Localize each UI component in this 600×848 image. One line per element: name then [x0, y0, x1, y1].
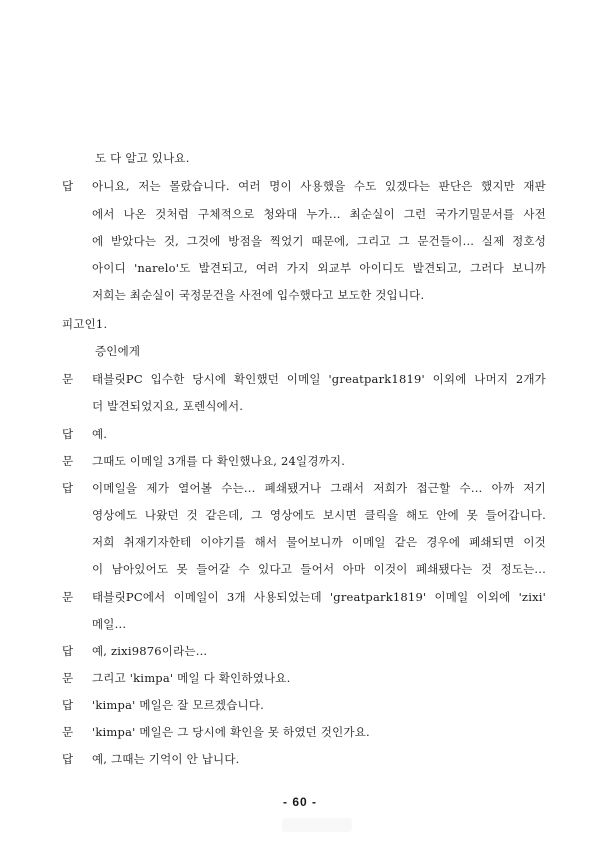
speaker-answer: 답: [62, 644, 74, 658]
answer-line: 저희 취재기자한테 이야기를 해서 물어보니까 이메일 같은 경우에 폐쇄되면 이것: [92, 535, 546, 549]
question-line: 'kimpa' 메일은 그 당시에 확인을 못 하였던 것인가요.: [92, 725, 370, 739]
speaker-question: 문: [62, 725, 74, 739]
speaker-question: 문: [62, 671, 74, 685]
answer-line: 영상에도 나왔던 것 같은데, 그 영상에도 보시면 클릭을 해도 안에 못 들어갑니다.: [92, 508, 546, 522]
section-heading: 피고인1.: [62, 317, 108, 331]
speaker-question: 문: [62, 372, 74, 386]
page-number: - 60 -: [282, 795, 317, 809]
continuation-line: 도 다 알고 있나요.: [95, 151, 190, 165]
answer-line: 이메일을 제가 열어볼 수는... 폐쇄됐거나 그래서 저희가 접근할 수... 아까 저기: [92, 481, 546, 495]
question-line: 메일...: [92, 617, 127, 631]
question-line: 그리고 'kimpa' 메일 다 확인하였나요.: [92, 671, 291, 685]
question-line: 태블릿PC 입수한 당시에 확인했던 이메일 'greatpark1819' 이외에 나머지 2개가: [92, 372, 546, 386]
sub-heading: 증인에게: [95, 344, 141, 358]
answer-line: 에서 나온 것처럼 구체적으로 청와대 누가... 최순실이 그런 국가기밀문서를 사전: [92, 207, 546, 221]
question-line: 태블릿PC에서 이메일이 3개 사용되었는데 'greatpark1819' 이메일 이외에 'zixi': [92, 590, 546, 604]
speaker-question: 문: [62, 454, 74, 468]
answer-line: 에 받았다는 것, 그것에 방점을 찍었기 때문에, 그리고 그 문건들이... 실제 정호성: [92, 234, 546, 248]
question-line: 더 발견되었지요, 포렌식에서.: [92, 399, 244, 413]
speaker-answer: 답: [62, 179, 74, 193]
speaker-answer: 답: [62, 427, 74, 441]
faint-watermark: [282, 818, 352, 832]
answer-line: 예, zixi9876이라는...: [92, 644, 208, 658]
answer-line: 아이디 'narelo'도 발견되고, 여러 가지 외교부 아이디도 발견되고, 그러다 보니까: [92, 261, 546, 275]
answer-line: 아니요, 저는 몰랐습니다. 여러 명이 사용했을 수도 있겠다는 판단은 했지만 재판: [92, 179, 546, 193]
question-line: 그때도 이메일 3개를 다 확인했나요, 24일경까지.: [92, 454, 346, 468]
answer-line: 예.: [92, 427, 108, 441]
speaker-answer: 답: [62, 698, 74, 712]
answer-line: 저희는 최순실이 국정문건을 사전에 입수했다고 보도한 것입니다.: [92, 288, 425, 302]
answer-line: 'kimpa' 메일은 잘 모르겠습니다.: [92, 698, 265, 712]
speaker-answer: 답: [62, 481, 74, 495]
speaker-question: 문: [62, 590, 74, 604]
answer-line: 예, 그때는 기억이 안 납니다.: [92, 752, 240, 766]
answer-line: 이 남아있어도 못 들어갈 수 있다고 들어서 아마 이것이 폐쇄됐다는 것 정도는...: [92, 562, 546, 576]
speaker-answer: 답: [62, 752, 74, 766]
